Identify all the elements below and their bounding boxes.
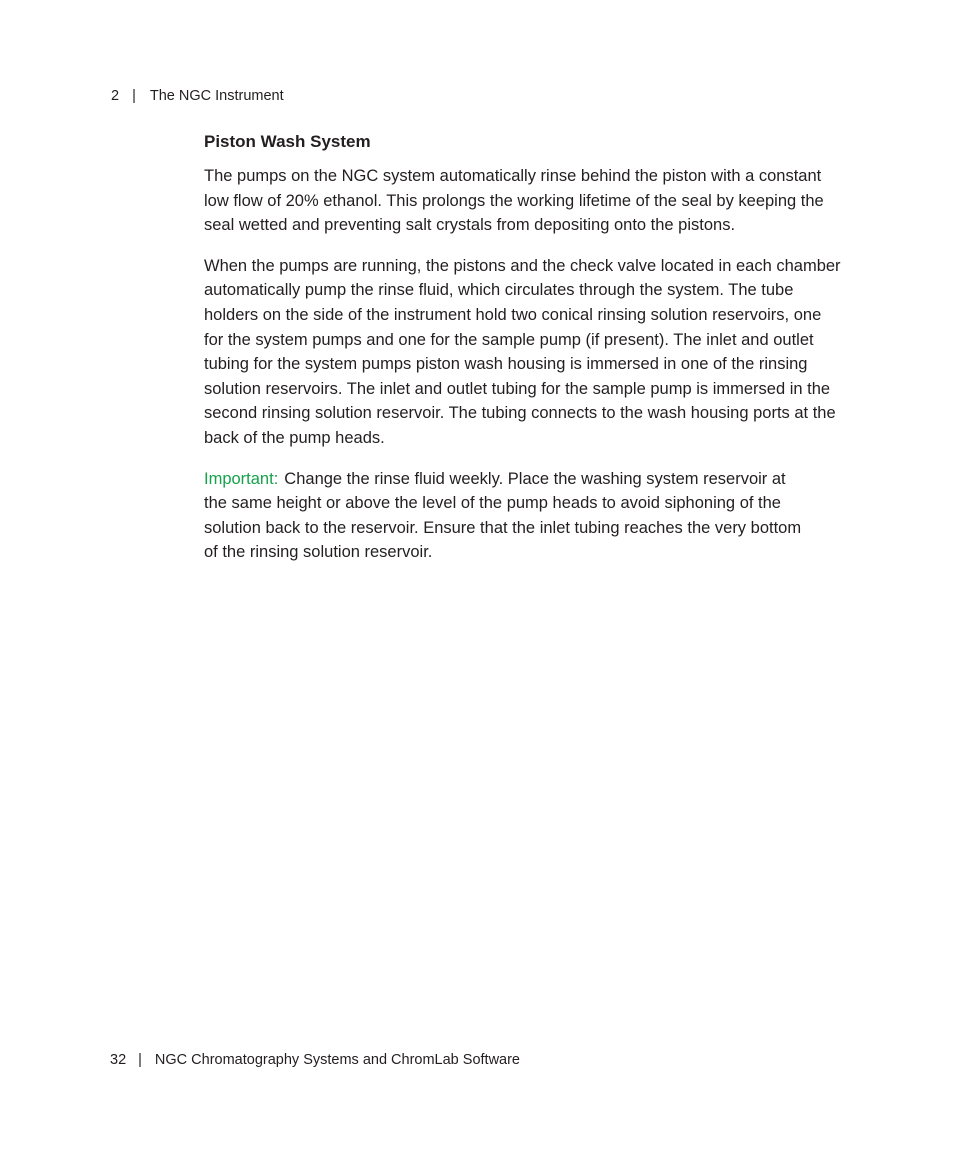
main-content [204, 130, 844, 581]
running-footer [110, 1051, 520, 1069]
chapter-title: The NGC Instrument [149, 88, 284, 104]
page-number: 32 [110, 1052, 127, 1068]
important-label: Important: [204, 469, 279, 488]
section-title: Piston Wash System [204, 132, 371, 151]
paragraph-intro: The pumps on the NGC system automatically rinse behind the piston with a constant low flow of 20% ethanol. This prolongs the working lifetime of the seal by keeping the seal wetted and preventing salt crystals from depositing onto the pistons. [204, 167, 824, 235]
running-header [111, 87, 284, 105]
important-text: Change the rinse fluid weekly. Place the washing system reservoir at the same height or above the level of the pump heads to avoid siphoning of the solution back to the reservoir. Ensure that the inlet tubing reaches the very bottom of the rinsing solution reservoir. [204, 469, 802, 562]
footer-separator: | [138, 1052, 142, 1068]
chapter-number: 2 [111, 88, 120, 104]
header-separator: | [132, 88, 136, 104]
book-title: NGC Chromatography Systems and ChromLab Software [154, 1052, 520, 1068]
important-note [204, 467, 804, 565]
paragraph-operation: When the pumps are running, the pistons and the check valve located in each chamber automatically pump the rinse fluid, which circulates through the system. The tube holders on the side of the instrument hold two conical rinsing solution reservoirs, one for the system pumps and one for the sample pump (if present). The inlet and outlet tubing for the system pumps piston wash housing is immersed in one of the rinsing solution reservoirs. The inlet and outlet tubing for the sample pump is immersed in the second rinsing solution reservoir. The tubing connects to the wash housing ports at the back of the pump heads. [204, 256, 841, 447]
